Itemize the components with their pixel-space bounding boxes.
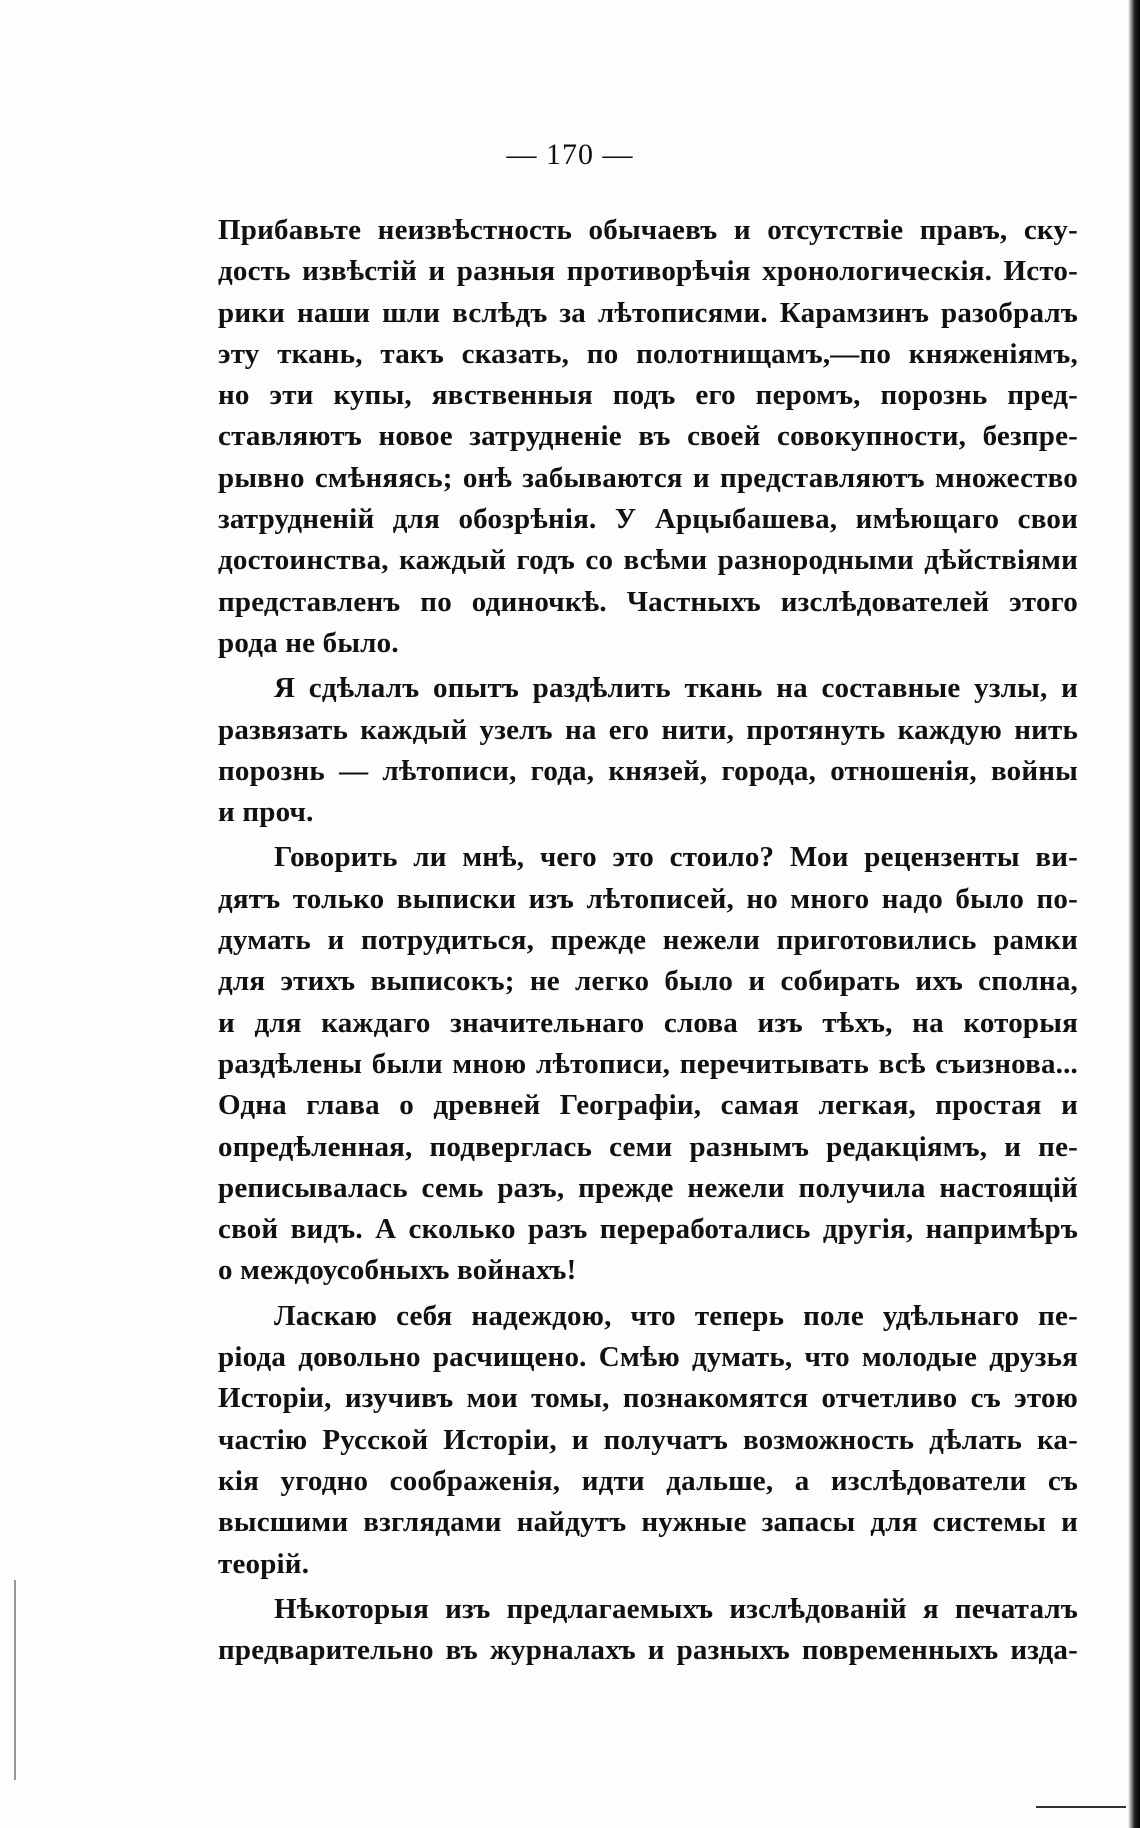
text-line: о междоусобныхъ войнахъ! — [218, 1254, 577, 1287]
text-line: рики наши шли вслѣдъ за лѣтописями. Карамзинъ разобралъ — [218, 296, 1078, 329]
text-line: рывно смѣняясь; онѣ забываются и представляютъ множество — [218, 461, 1078, 494]
text-line: высшими взглядами найдутъ нужные запасы для системы и — [218, 1506, 1078, 1539]
text-line: Одна глава о древней Географіи, самая легкая, простая и — [218, 1089, 1078, 1122]
text-line: опредѣленная, подверглась семи разнымъ редакціямъ, и пе- — [218, 1130, 1078, 1163]
text-line: эту ткань, такъ сказать, по полотнищамъ,—по княженіямъ, — [218, 337, 1078, 370]
text-line: кія угодно соображенія, идти дальше, а изслѣдователи съ — [218, 1464, 1078, 1497]
text-line: раздѣлены были мною лѣтописи, перечитывать всѣ съизнова... — [218, 1047, 1078, 1080]
text-line: частію Русской Исторіи, и получатъ возможность дѣлать ка- — [218, 1423, 1078, 1456]
scan-corner-mark — [1036, 1806, 1126, 1808]
text-line: развязать каждый узелъ на его нити, протянуть каждую нить — [218, 713, 1078, 746]
paragraph — [218, 668, 1078, 833]
text-line: но эти купы, явственныя подъ его перомъ, порознь пред- — [218, 379, 1078, 412]
text-line: Прибавьте неизвѣстность обычаевъ и отсутствіе правъ, ску- — [218, 214, 1078, 246]
paragraph — [218, 210, 1078, 664]
text-line: и для каждаго значительнаго слова изъ тѣхъ, на которыя — [218, 1006, 1078, 1039]
text-line: Нѣкоторыя изъ предлагаемыхъ изслѣдованій я печаталъ — [274, 1592, 1078, 1625]
text-line: ріода довольно расчищено. Смѣю думать, что молодые друзья — [218, 1341, 1078, 1374]
text-line: затрудненій для обозрѣнія. У Арцыбашева, имѣющаго свои — [218, 503, 1078, 536]
text-line: дятъ только выписки изъ лѣтописей, но много надо было по- — [218, 882, 1078, 915]
text-line: Ласкаю себя надеждою, что теперь поле удѣльнаго пе- — [274, 1299, 1078, 1332]
text-line: достоинства, каждый годъ со всѣми разнородными дѣйствіями — [218, 544, 1078, 577]
text-line: Говорить ли мнѣ, чего это стоило? Мои рецензенты ви- — [274, 841, 1078, 874]
text-line: и проч. — [218, 796, 314, 829]
page-number: — 170 — — [506, 138, 634, 171]
paragraph — [218, 1296, 1078, 1585]
scan-edge-shadow — [1128, 0, 1140, 1828]
text-line: Я сдѣлалъ опытъ раздѣлить ткань на составные узлы, и — [274, 672, 1078, 705]
paragraph — [218, 1589, 1078, 1672]
text-line: предварительно въ журналахъ и разныхъ повременныхъ изда- — [218, 1634, 1078, 1667]
text-line: Исторіи, изучивъ мои томы, познакомятся отчетливо съ этою — [218, 1382, 1078, 1415]
text-line: рода не было. — [218, 626, 399, 659]
text-line: свой видъ. А сколько разъ переработались другія, напримѣръ — [218, 1213, 1078, 1246]
text-line: для этихъ выписокъ; не легко было и собирать ихъ сполна, — [218, 965, 1078, 998]
body-text — [218, 210, 1078, 1671]
text-line: дость извѣстій и разныя противорѣчія хронологическія. Исто- — [218, 255, 1078, 288]
paragraph — [218, 837, 1078, 1291]
scan-margin-mark — [14, 1580, 16, 1780]
text-line: думать и потрудиться, прежде нежели приготовились рамки — [218, 924, 1078, 957]
text-line: ставляютъ новое затрудненіе въ своей совокупности, безпре- — [218, 420, 1078, 453]
text-line: реписывалась семь разъ, прежде нежели получила настоящій — [218, 1171, 1078, 1204]
text-line: теорій. — [218, 1547, 310, 1580]
text-line: представленъ по одиночкѣ. Частныхъ изслѣдователей этого — [218, 585, 1078, 618]
text-line: порознь — лѣтописи, года, князей, города, отношенія, войны — [218, 754, 1078, 787]
